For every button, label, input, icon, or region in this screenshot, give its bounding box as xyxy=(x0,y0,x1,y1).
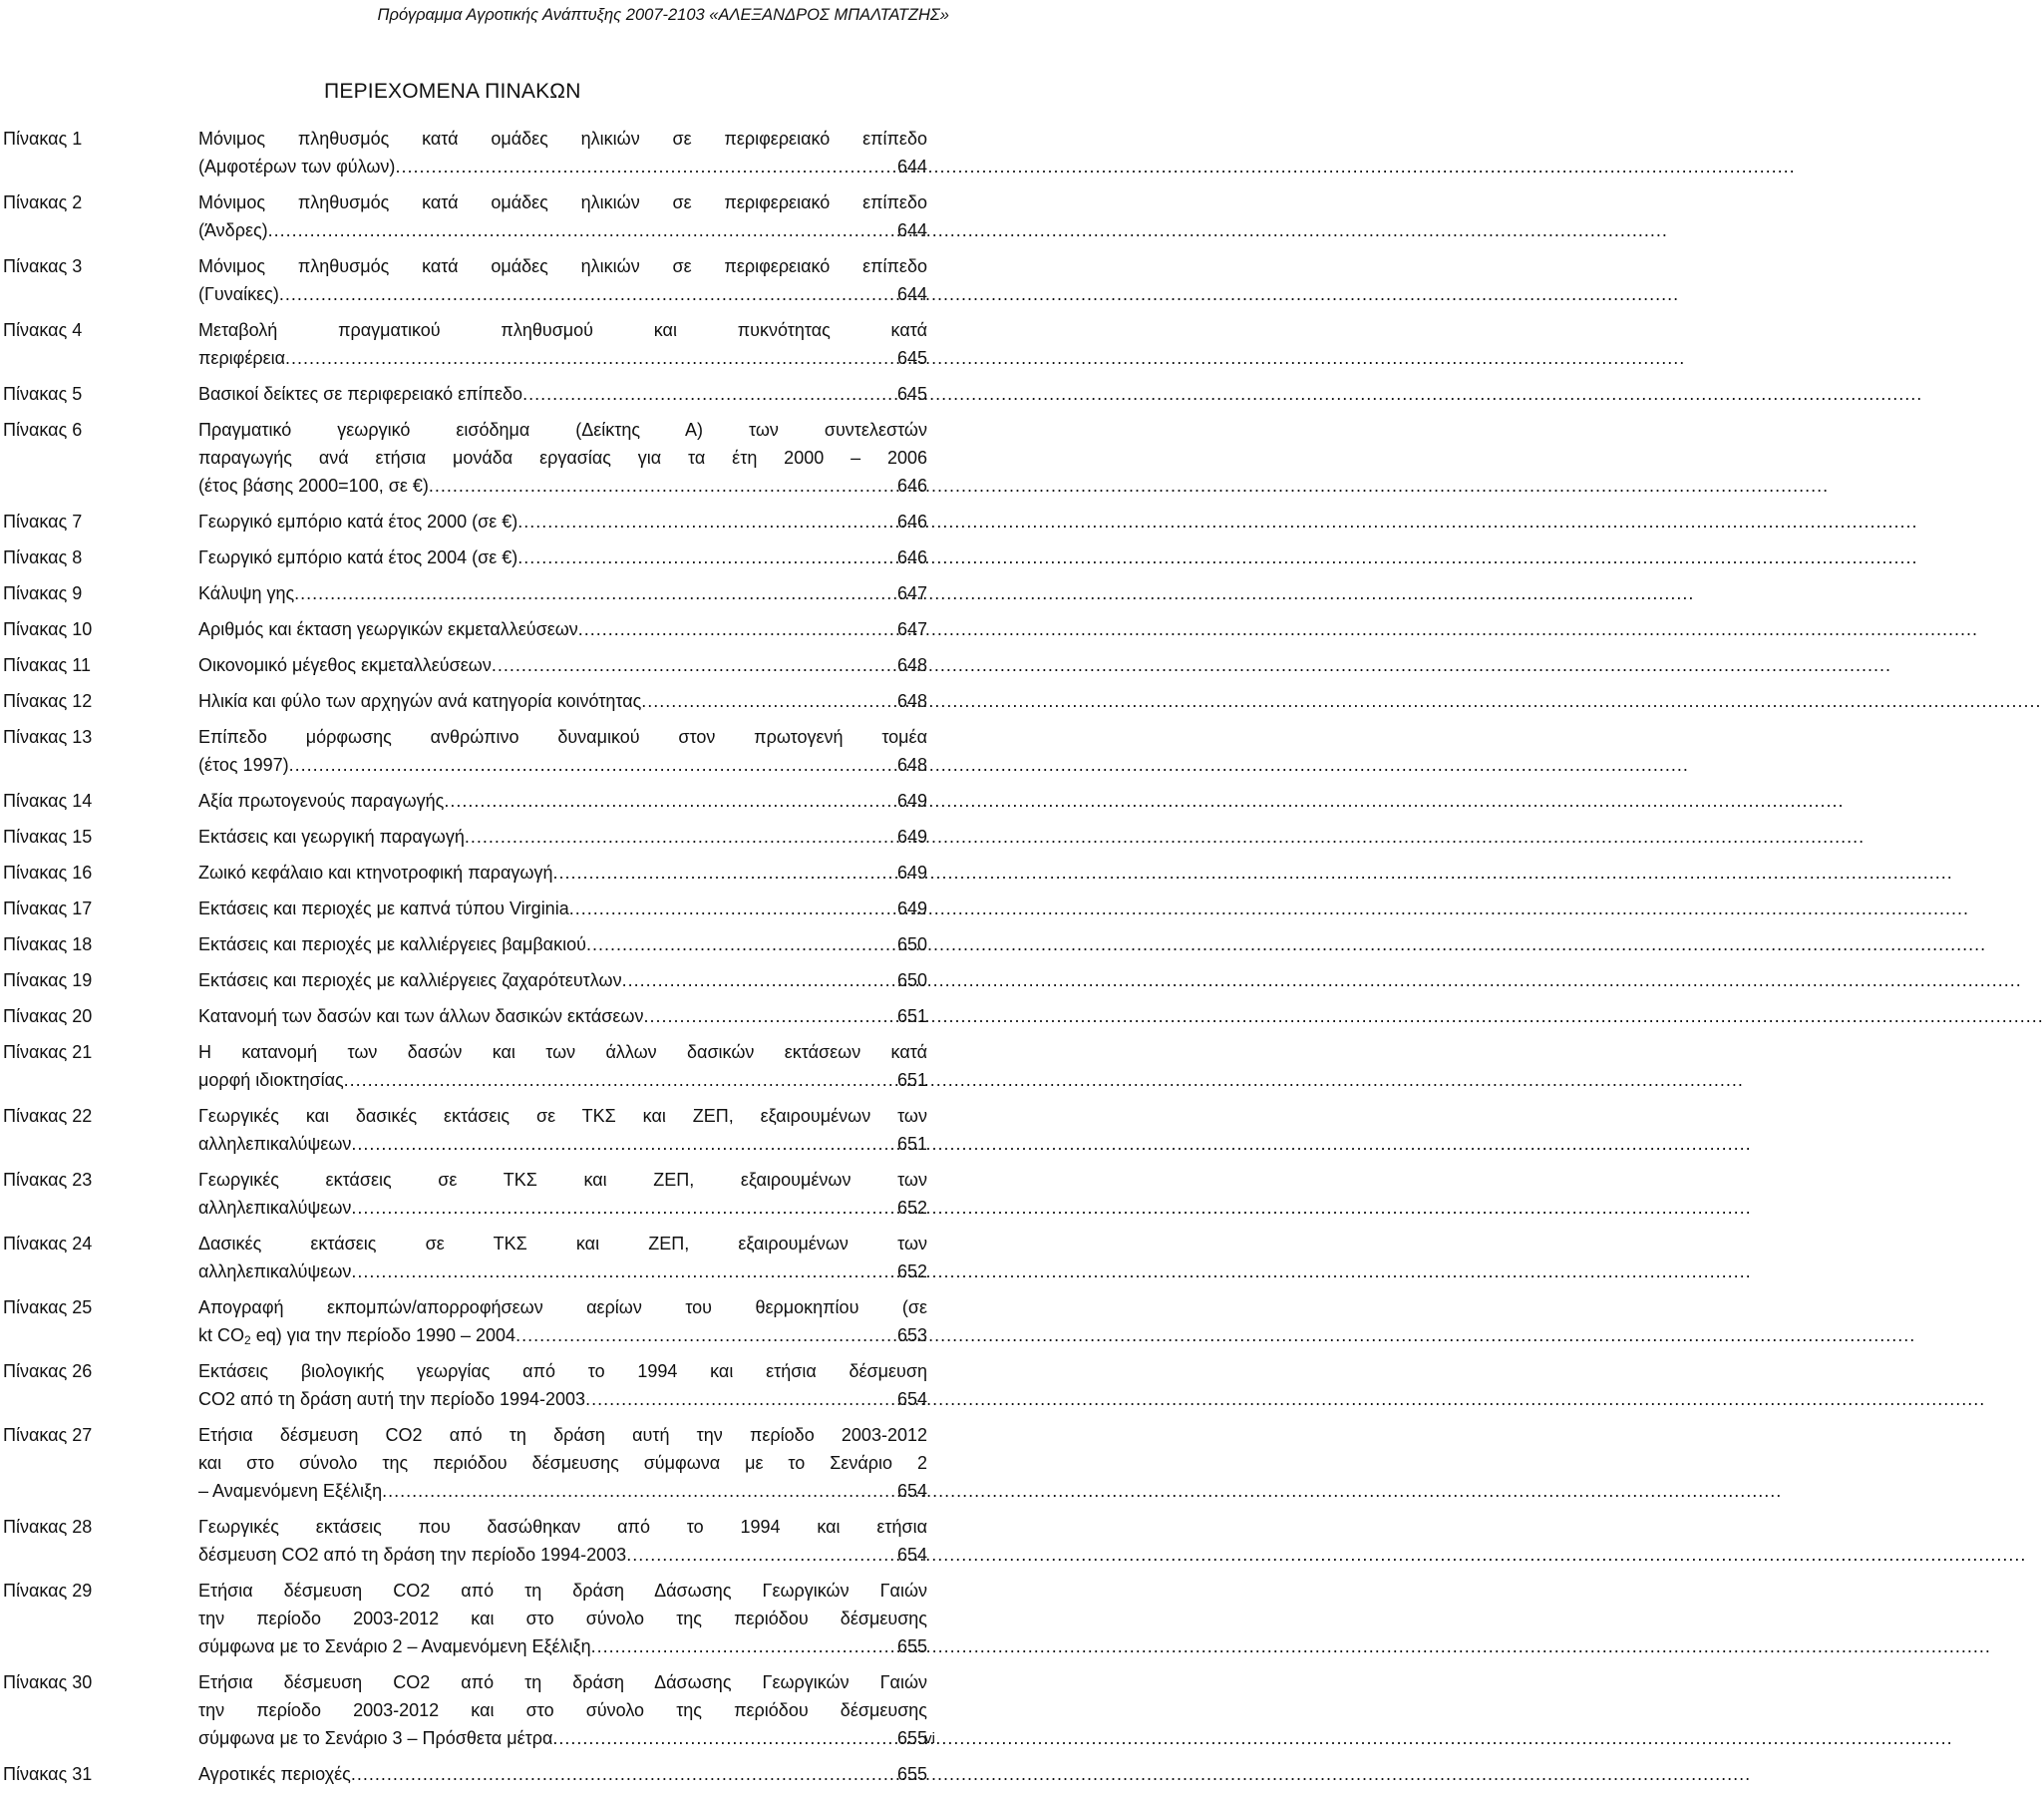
toc-entry[interactable] xyxy=(0,125,957,180)
toc-entry-title-end: Αγροτικές περιοχές xyxy=(198,1764,351,1784)
dot-leader xyxy=(294,579,893,607)
toc-entry-title-end: αλληλεπικαλύψεων xyxy=(198,1134,352,1154)
toc-entry-title xyxy=(198,316,927,372)
dot-leader xyxy=(522,380,893,408)
toc-entry-page-number: 652 xyxy=(896,1198,927,1218)
toc-entry-title xyxy=(198,687,927,715)
toc-entry-label: Πίνακας 3 xyxy=(3,256,83,276)
toc-entry-title-line: Γεωργικές εκτάσεις σε ΤΚΣ και ΖΕΠ, εξαιρουμένων των xyxy=(198,1170,927,1190)
toc-entry-page-number: 647 xyxy=(896,619,927,639)
toc-entry-page-number: 651 xyxy=(896,1134,927,1154)
toc-entry-title xyxy=(198,1166,927,1222)
toc-entry-title xyxy=(198,1102,927,1158)
toc-entry[interactable] xyxy=(0,543,957,571)
toc-entry-title-line: Ετήσια δέσμευση CO2 από τη δράση Δάσωσης Γεωργικών Γαιών xyxy=(198,1672,927,1692)
toc-entry[interactable] xyxy=(0,508,957,536)
toc-entry-page-number: 646 xyxy=(896,476,927,496)
toc-entry-page-number: 648 xyxy=(896,691,927,711)
toc-entry-title-end xyxy=(198,1321,515,1349)
dot-leader xyxy=(517,543,893,571)
toc-entry-last-line xyxy=(198,687,927,715)
toc-entry-label: Πίνακας 20 xyxy=(3,1006,93,1026)
toc-entry-page-number: 645 xyxy=(896,384,927,404)
toc-entry-title-end: Αριθμός και έκταση γεωργικών εκμεταλλεύσεων xyxy=(198,619,578,639)
toc-entry-last-line xyxy=(198,751,927,779)
toc-entry-page-number: 655 xyxy=(896,1728,927,1748)
toc-entry-title-end: CO2 από τη δράση αυτή την περίοδο 1994-2003 xyxy=(198,1389,586,1409)
toc-entry-label: Πίνακας 31 xyxy=(3,1764,93,1784)
toc-entry[interactable] xyxy=(0,1230,957,1285)
toc-entry-title-line: παραγωγής ανά ετήσια μονάδα εργασίας για τα έτη 2000 – 2006 xyxy=(198,448,927,468)
dot-leader xyxy=(591,1632,893,1660)
page-number: vi xyxy=(924,1730,935,1747)
toc-entry-title xyxy=(198,1421,927,1505)
toc-entry-label: Πίνακας 28 xyxy=(3,1517,93,1537)
toc-entry-page-number: 644 xyxy=(896,157,927,177)
toc-entry-last-line xyxy=(198,1321,927,1349)
toc-entry-title-line: Γεωργικές εκτάσεις που δασώθηκαν από το 1994 και ετήσια xyxy=(198,1517,927,1537)
running-header: Πρόγραμμα Αγροτικής Ανάπτυξης 2007-2103 «ΑΛΕΞΑΝΔΡΟΣ ΜΠΑΛΤΑΤΖΗΣ» xyxy=(377,6,949,24)
toc-entry-page-number: 654 xyxy=(896,1481,927,1501)
toc-entry-page-number: 655 xyxy=(896,1636,927,1656)
toc-entry[interactable] xyxy=(0,579,957,607)
toc-entry-page-number: 655 xyxy=(896,1764,927,1784)
toc-entry-title-line: και στο σύνολο της περιόδου δέσμευσης σύμφωνα με το Σενάριο 2 xyxy=(198,1453,927,1473)
toc-entry-last-line xyxy=(198,1632,927,1660)
toc-entry-last-line xyxy=(198,1002,927,1030)
toc-entry-page-number: 651 xyxy=(896,1006,927,1026)
toc-entry-label: Πίνακας 11 xyxy=(3,655,91,675)
toc-entry[interactable] xyxy=(0,687,957,715)
toc-entry-page-number: 654 xyxy=(896,1389,927,1409)
toc-entry-title xyxy=(198,1357,927,1413)
toc-entry-title xyxy=(198,380,927,408)
toc-entry-title xyxy=(198,508,927,536)
toc-entry-page-number: 649 xyxy=(896,863,927,883)
toc-entry-label: Πίνακας 18 xyxy=(3,934,93,954)
toc-entry[interactable] xyxy=(0,1102,957,1158)
toc-entry[interactable] xyxy=(0,615,957,643)
toc-entry-title xyxy=(198,1230,927,1285)
toc-entry[interactable] xyxy=(0,787,957,815)
toc-entry-title xyxy=(198,1002,927,1030)
toc-entry-label: Πίνακας 29 xyxy=(3,1581,93,1601)
toc-entry-label: Πίνακας 22 xyxy=(3,1106,93,1126)
toc-entry-label: Πίνακας 5 xyxy=(3,384,83,404)
toc-entry-title xyxy=(198,1760,927,1788)
toc-entry-label: Πίνακας 2 xyxy=(3,192,83,212)
dot-leader xyxy=(578,615,893,643)
toc-entry-label: Πίνακας 13 xyxy=(3,727,93,747)
dot-leader xyxy=(552,859,892,887)
toc-entry-last-line xyxy=(198,1257,927,1285)
dot-leader xyxy=(351,1194,893,1222)
toc-entry-title xyxy=(198,895,927,922)
toc-entry-page-number: 653 xyxy=(896,1325,927,1345)
toc-entry[interactable] xyxy=(0,416,957,500)
dot-leader xyxy=(344,1066,893,1094)
toc-entry-last-line xyxy=(198,966,927,994)
toc-entry-title-end: Γεωργικό εμπόριο κατά έτος 2004 (σε €) xyxy=(198,547,518,567)
toc-entry-title-line: Επίπεδο μόρφωσης ανθρώπινο δυναμικού στον πρωτογενή τομέα xyxy=(198,727,927,747)
toc-entry-last-line xyxy=(198,1066,927,1094)
toc-entry[interactable] xyxy=(0,651,957,679)
toc-entry-title-end-part: eq) για την περίοδο 1990 – 2004 xyxy=(250,1325,516,1345)
toc-entry[interactable] xyxy=(0,895,957,922)
toc-entry-page-number: 645 xyxy=(896,348,927,368)
toc-entry[interactable] xyxy=(0,1668,957,1752)
toc-entry-title-line: Μεταβολή πραγματικού πληθυσμού και πυκνότητας κατά xyxy=(198,320,927,340)
toc-entry-title-end: Βασικοί δείκτες σε περιφερειακό επίπεδο xyxy=(198,384,523,404)
dot-leader xyxy=(351,1257,893,1285)
dot-leader xyxy=(492,651,893,679)
toc-entry[interactable] xyxy=(0,188,957,244)
toc-entry-page-number: 648 xyxy=(896,755,927,775)
toc-entry-title xyxy=(198,1577,927,1660)
toc-entry-page-number: 654 xyxy=(896,1545,927,1565)
toc-entry-page-number: 646 xyxy=(896,512,927,532)
toc-entry-last-line xyxy=(198,1130,927,1158)
toc-entry-title-line: Απογραφή εκπομπών/απορροφήσεων αερίων του θερμοκηπίου (σε xyxy=(198,1297,927,1317)
toc-entry-last-line xyxy=(198,344,927,372)
toc-entry-title-end: Ζωικό κεφάλαιο και κτηνοτροφική παραγωγή xyxy=(198,863,553,883)
toc-entry-title xyxy=(198,416,927,500)
toc-entry-title-end: (Άνδρες) xyxy=(198,220,268,240)
toc-entry[interactable] xyxy=(0,1421,957,1505)
toc-entry-title xyxy=(198,188,927,244)
toc-entry-title-line: Γεωργικές και δασικές εκτάσεις σε ΤΚΣ και ΖΕΠ, εξαιρουμένων των xyxy=(198,1106,927,1126)
dot-leader xyxy=(626,1541,893,1569)
toc-entry-title xyxy=(198,651,927,679)
toc-entry-title-line: Δασικές εκτάσεις σε ΤΚΣ και ΖΕΠ, εξαιρουμένων των xyxy=(198,1234,927,1254)
toc-entry-title-line: Ετήσια δέσμευση CO2 από τη δράση Δάσωσης Γεωργικών Γαιών xyxy=(198,1581,927,1601)
toc-entry-title xyxy=(198,823,927,851)
toc-entry-title-end: αλληλεπικαλύψεων xyxy=(198,1198,352,1218)
toc-entry-title xyxy=(198,966,927,994)
toc-entry-label: Πίνακας 7 xyxy=(3,512,83,532)
toc-entry-last-line xyxy=(198,472,927,500)
toc-entry[interactable] xyxy=(0,1577,957,1660)
toc-entry-title-end: σύμφωνα με το Σενάριο 3 – Πρόσθετα μέτρα xyxy=(198,1728,553,1748)
dot-leader xyxy=(552,1724,893,1752)
toc-entry[interactable] xyxy=(0,1166,957,1222)
toc-entry[interactable] xyxy=(0,1038,957,1094)
toc-entry[interactable] xyxy=(0,252,957,308)
toc-entry-page-number: 650 xyxy=(896,970,927,990)
toc-entry-title xyxy=(198,543,927,571)
toc-entry-title-line: Πραγματικό γεωργικό εισόδημα (Δείκτης Α) των συντελεστών xyxy=(198,420,927,440)
toc-entry-title-end: Εκτάσεις και περιοχές με καλλιέργειες ζαχαρότευτλων xyxy=(198,970,622,990)
toc-entry-title xyxy=(198,615,927,643)
toc-entry-page-number: 651 xyxy=(896,1070,927,1090)
toc-entry[interactable] xyxy=(0,1002,957,1030)
toc-entry-title-end: περιφέρεια xyxy=(198,348,286,368)
toc-entry-title-end: Οικονομικό μέγεθος εκμεταλλεύσεων xyxy=(198,655,492,675)
toc-entry-label: Πίνακας 12 xyxy=(3,691,93,711)
toc-entry[interactable] xyxy=(0,1760,957,1788)
toc-entry-label: Πίνακας 17 xyxy=(3,898,93,918)
toc-entry-title-line: την περίοδο 2003-2012 και στο σύνολο της περιόδου δέσμευσης xyxy=(198,1609,927,1628)
toc-entry[interactable] xyxy=(0,380,957,408)
toc-entry-label: Πίνακας 30 xyxy=(3,1672,93,1692)
toc-entry-page-number: 649 xyxy=(896,898,927,918)
toc-entry-title-line: Ετήσια δέσμευση CO2 από τη δράση αυτή την περίοδο 2003-2012 xyxy=(198,1425,927,1445)
toc-entry[interactable] xyxy=(0,1513,957,1569)
toc-entry[interactable] xyxy=(0,723,957,779)
toc-entry-label: Πίνακας 9 xyxy=(3,583,83,603)
toc-entry-last-line xyxy=(198,1385,927,1413)
toc-entry-label: Πίνακας 23 xyxy=(3,1170,93,1190)
toc-entry-title-line: Εκτάσεις βιολογικής γεωργίας από το 1994 και ετήσια δέσμευση xyxy=(198,1361,927,1381)
toc-entry-title-line: Μόνιμος πληθυσμός κατά ομάδες ηλικιών σε περιφερειακό επίπεδο xyxy=(198,129,927,149)
toc-entry-title-end: – Αναμενόμενη Εξέλιξη xyxy=(198,1481,383,1501)
toc-entry-title-end: μορφή ιδιοκτησίας xyxy=(198,1070,344,1090)
toc-entry-title xyxy=(198,859,927,887)
dot-leader xyxy=(444,787,893,815)
toc-entry-page-number: 649 xyxy=(896,827,927,847)
toc-entry-title-end: Κατανομή των δασών και των άλλων δασικών εκτάσεων xyxy=(198,1006,644,1026)
toc-entry-last-line xyxy=(198,280,927,308)
toc-entry-label: Πίνακας 25 xyxy=(3,1297,93,1317)
toc-entry-label: Πίνακας 10 xyxy=(3,619,93,639)
dot-leader xyxy=(517,508,893,536)
toc-entry[interactable] xyxy=(0,930,957,958)
toc-entry-title xyxy=(198,579,927,607)
toc-entry-last-line xyxy=(198,1760,927,1788)
toc-entry[interactable] xyxy=(0,1293,957,1349)
toc-entry-page-number: 647 xyxy=(896,583,927,603)
toc-entry-last-line xyxy=(198,380,927,408)
toc-entry-last-line xyxy=(198,508,927,536)
toc-entry-title-end: Εκτάσεις και περιοχές με καπνά τύπου Virginia xyxy=(198,898,569,918)
dot-leader xyxy=(285,344,893,372)
dot-leader xyxy=(268,216,893,244)
toc-entry-last-line xyxy=(198,153,927,180)
toc-entry-last-line xyxy=(198,930,927,958)
toc-entry-last-line xyxy=(198,1541,927,1569)
toc-entry-page-number: 646 xyxy=(896,547,927,567)
toc-entry[interactable] xyxy=(0,966,957,994)
toc-entry-title-end: αλληλεπικαλύψεων xyxy=(198,1261,352,1281)
toc-entry-title-end-part: kt CO xyxy=(198,1325,245,1345)
subscript-2: 2 xyxy=(244,1333,251,1347)
dot-leader xyxy=(351,1130,893,1158)
toc-entry-title xyxy=(198,1293,927,1349)
toc-entry-page-number: 649 xyxy=(896,791,927,811)
dot-leader xyxy=(382,1477,893,1505)
toc-entry-label: Πίνακας 19 xyxy=(3,970,93,990)
toc-entry-title-end: (Γυναίκες) xyxy=(198,284,279,304)
dot-leader xyxy=(429,472,893,500)
toc-entry-page-number: 644 xyxy=(896,220,927,240)
dot-leader xyxy=(569,895,893,922)
toc-entry-label: Πίνακας 15 xyxy=(3,827,93,847)
toc-entry-title-line: Μόνιμος πληθυσμός κατά ομάδες ηλικιών σε περιφερειακό επίπεδο xyxy=(198,256,927,276)
toc-entry-last-line xyxy=(198,1724,927,1752)
toc-entry-label: Πίνακας 6 xyxy=(3,420,83,440)
toc-entry-page-number: 650 xyxy=(896,934,927,954)
toc-entry-title-end: δέσμευση CO2 από τη δράση την περίοδο 1994-2003 xyxy=(198,1545,627,1565)
toc-entry-title xyxy=(198,787,927,815)
toc-entry-label: Πίνακας 24 xyxy=(3,1234,93,1254)
toc-entry-title xyxy=(198,1513,927,1569)
toc-entry-title-end: Εκτάσεις και γεωργική παραγωγή xyxy=(198,827,465,847)
toc-entry-last-line xyxy=(198,1194,927,1222)
toc-entry-label: Πίνακας 4 xyxy=(3,320,83,340)
toc-entry-title-end: σύμφωνα με το Σενάριο 2 – Αναμενόμενη Εξέλιξη xyxy=(198,1636,591,1656)
dot-leader xyxy=(643,1002,892,1030)
toc-entry-title-end: Αξία πρωτογενούς παραγωγής xyxy=(198,791,445,811)
toc-entry-title-end: Ηλικία και φύλο των αρχηγών ανά κατηγορία κοινότητας xyxy=(198,691,642,711)
toc-entry-last-line xyxy=(198,1477,927,1505)
toc-entry-label: Πίνακας 21 xyxy=(3,1042,93,1062)
toc-entry-last-line xyxy=(198,216,927,244)
dot-leader xyxy=(641,687,893,715)
toc-entry-last-line xyxy=(198,615,927,643)
toc-entry-title-line: Η κατανομή των δασών και των άλλων δασικών εκτάσεων κατά xyxy=(198,1042,927,1062)
toc-entry-title-end: Εκτάσεις και περιοχές με καλλιέργειες βαμβακιού xyxy=(198,934,586,954)
toc-entry-title xyxy=(198,252,927,308)
toc-entry-title-end: Κάλυψη γης xyxy=(198,583,295,603)
toc-entry-title xyxy=(198,125,927,180)
dot-leader xyxy=(515,1321,893,1349)
toc-entry[interactable] xyxy=(0,859,957,887)
dot-leader xyxy=(289,751,893,779)
toc-entry-title-line: την περίοδο 2003-2012 και στο σύνολο της περιόδου δέσμευσης xyxy=(198,1700,927,1720)
toc-entry[interactable] xyxy=(0,823,957,851)
toc-title: ΠΕΡΙΕΧΟΜΕΝΑ ΠΙΝΑΚΩΝ xyxy=(324,80,581,103)
toc-entry-page-number: 652 xyxy=(896,1261,927,1281)
toc-entry-title xyxy=(198,930,927,958)
dot-leader xyxy=(351,1760,893,1788)
toc-entry-title xyxy=(198,1038,927,1094)
toc-entry-page-number: 648 xyxy=(896,655,927,675)
toc-entry-title xyxy=(198,723,927,779)
toc-list xyxy=(0,125,957,1796)
toc-entry-title-end: (έτος 1997) xyxy=(198,755,289,775)
toc-entry-last-line xyxy=(198,651,927,679)
toc-entry[interactable] xyxy=(0,316,957,372)
toc-entry-label: Πίνακας 14 xyxy=(3,791,93,811)
toc-entry-title-end: Γεωργικό εμπόριο κατά έτος 2000 (σε €) xyxy=(198,512,518,532)
toc-entry-title xyxy=(198,1668,927,1752)
toc-entry[interactable] xyxy=(0,1357,957,1413)
toc-entry-last-line xyxy=(198,543,927,571)
toc-entry-last-line xyxy=(198,823,927,851)
toc-entry-label: Πίνακας 27 xyxy=(3,1425,93,1445)
dot-leader xyxy=(279,280,893,308)
toc-entry-title-line: Μόνιμος πληθυσμός κατά ομάδες ηλικιών σε περιφερειακό επίπεδο xyxy=(198,192,927,212)
toc-entry-label: Πίνακας 16 xyxy=(3,863,93,883)
dot-leader xyxy=(622,966,893,994)
toc-entry-label: Πίνακας 8 xyxy=(3,547,83,567)
toc-entry-last-line xyxy=(198,579,927,607)
toc-entry-last-line xyxy=(198,859,927,887)
toc-entry-label: Πίνακας 1 xyxy=(3,129,83,149)
toc-entry-last-line xyxy=(198,895,927,922)
dot-leader xyxy=(395,153,893,180)
toc-entry-title-end: (Αμφοτέρων των φύλων) xyxy=(198,157,396,177)
toc-entry-title-end: (έτος βάσης 2000=100, σε €) xyxy=(198,476,429,496)
dot-leader xyxy=(585,1385,893,1413)
toc-entry-label: Πίνακας 26 xyxy=(3,1361,93,1381)
dot-leader xyxy=(586,930,893,958)
dot-leader xyxy=(465,823,893,851)
toc-entry-page-number: 644 xyxy=(896,284,927,304)
toc-entry-last-line xyxy=(198,787,927,815)
